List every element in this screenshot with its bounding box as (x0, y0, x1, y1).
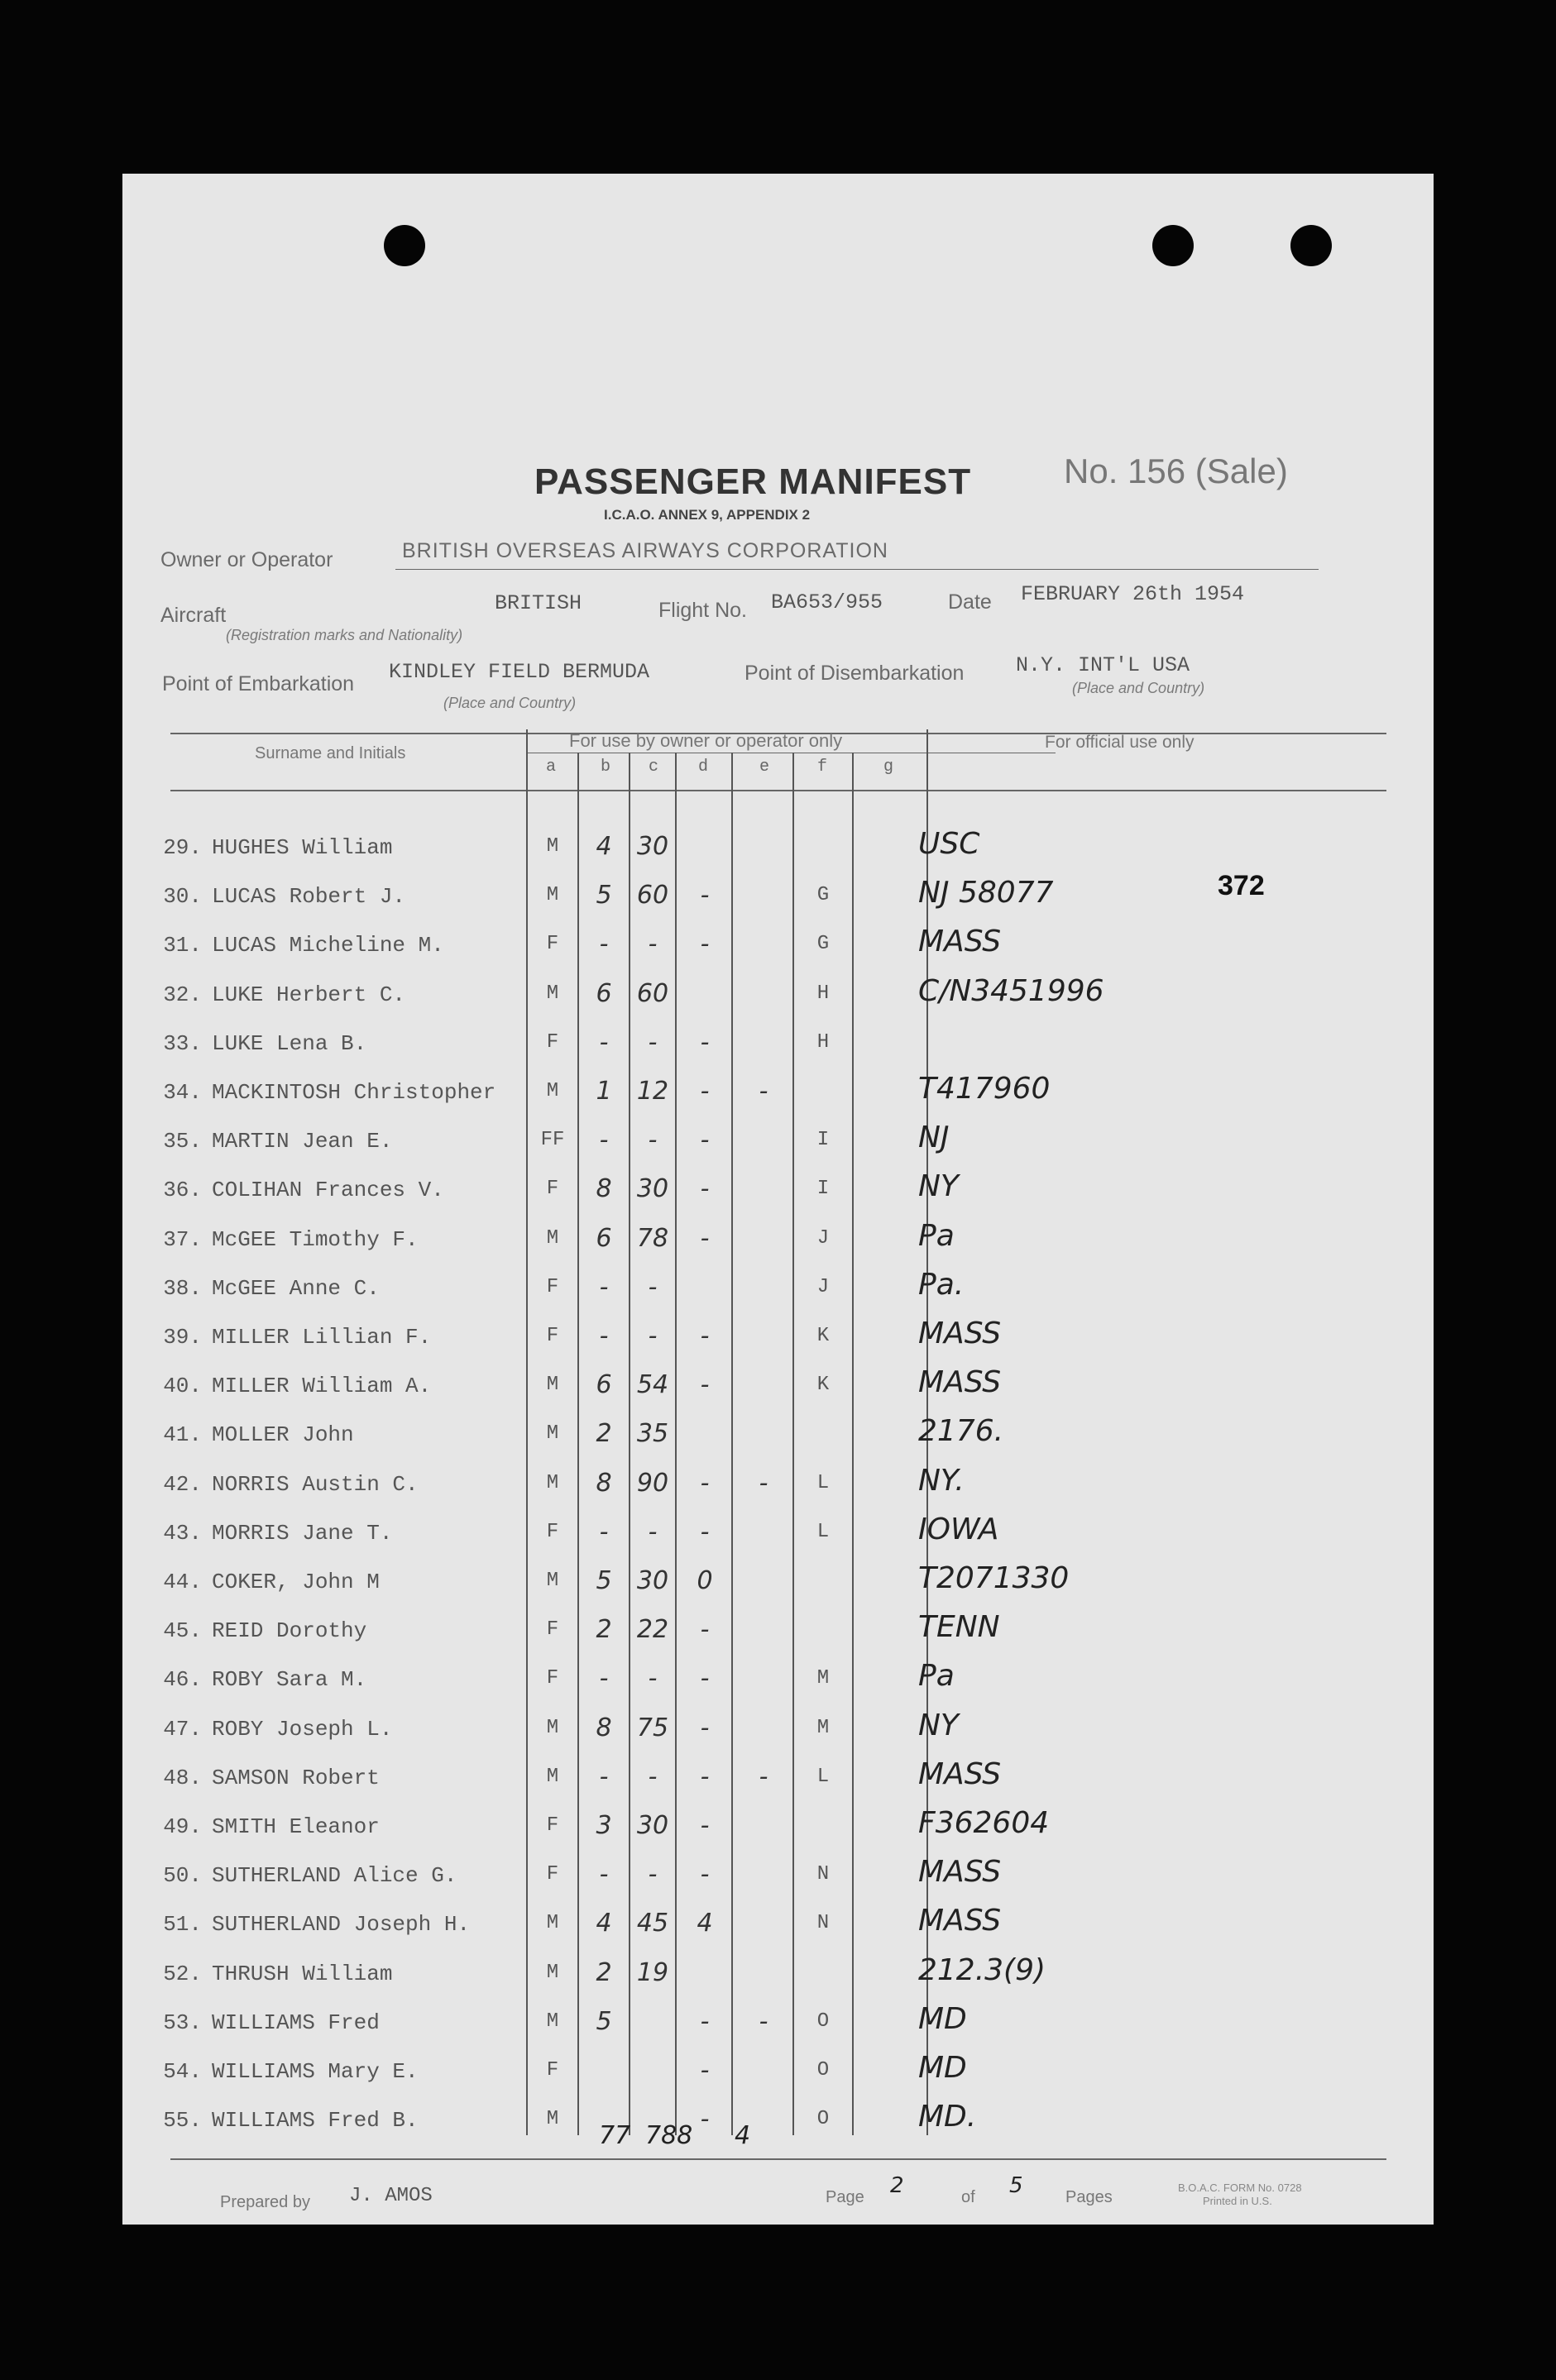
row-number: 38. (163, 1275, 202, 1301)
official-note: NY (918, 1708, 959, 1742)
page-total: 5 (1009, 2173, 1023, 2198)
cell-f: J (816, 1226, 830, 1250)
row-number: 48. (163, 1765, 202, 1790)
table-row (122, 925, 1434, 981)
table-row (122, 1659, 1434, 1715)
cell-d: - (700, 1811, 710, 1840)
table-row (122, 1121, 1434, 1177)
manifest-number: No. 156 (Sale) (1064, 452, 1288, 490)
punch-hole (1152, 225, 1194, 266)
table-row (122, 1267, 1434, 1324)
cell-f: H (816, 982, 830, 1005)
cell-f: M (816, 1667, 830, 1690)
passenger-name: MORRIS Jane T. (212, 1520, 393, 1546)
cell-c: 35 (636, 1419, 669, 1449)
cell-a: M (546, 1570, 559, 1592)
official-note: 2176. (918, 1414, 1004, 1449)
cell-f: O (816, 2108, 830, 2131)
cell-c: 60 (636, 881, 669, 910)
cell-c: - (648, 1125, 658, 1155)
row-number: 49. (163, 1814, 202, 1839)
cell-b: 5 (596, 2006, 612, 2036)
official-note: T2071330 (918, 1561, 1070, 1595)
cell-a: M (546, 835, 559, 858)
cell-a: M (546, 982, 559, 1005)
cell-b: 1 (596, 1077, 612, 1106)
aircraft-label: Aircraft (160, 604, 227, 627)
cell-c: 30 (636, 1174, 669, 1204)
table-row (122, 1561, 1434, 1618)
disembarkation-caption: (Place and Country) (1072, 680, 1205, 696)
cell-a: M (546, 884, 559, 907)
row-number: 33. (163, 1030, 202, 1056)
table-row (122, 1072, 1434, 1128)
cell-a: F (546, 1325, 559, 1347)
official-note: MASS (918, 1317, 1002, 1350)
form-number: B.O.A.C. FORM No. 0728 (1178, 2182, 1302, 2194)
official-note: MASS (918, 1855, 1002, 1890)
cell-f: M (816, 1716, 830, 1739)
column-c-header: c (649, 757, 659, 777)
cell-c: - (648, 1761, 658, 1791)
row-number: 40. (163, 1374, 202, 1399)
passenger-name: LUKE Lena B. (212, 1030, 367, 1056)
cell-c: 30 (636, 1566, 669, 1595)
passenger-name: LUCAS Micheline M. (212, 933, 444, 958)
cell-c: 90 (636, 1468, 669, 1498)
row-number: 47. (163, 1716, 202, 1742)
table-row (122, 1904, 1434, 1960)
table-row (122, 2100, 1434, 2156)
passenger-name: NORRIS Austin C. (212, 1471, 419, 1497)
passenger-name: ROBY Joseph L. (212, 1716, 393, 1742)
official-note: Pa (918, 1659, 955, 1694)
cell-f: K (816, 1374, 830, 1397)
cell-d: - (700, 1860, 710, 1890)
cell-c: - (648, 1517, 658, 1546)
owner-value: BRITISH OVERSEAS AIRWAYS CORPORATION (402, 539, 888, 562)
cell-c: - (648, 930, 658, 959)
cell-e: - (759, 1761, 768, 1791)
table-header-rule (170, 790, 1386, 791)
official-note: NY. (918, 1463, 965, 1498)
row-number: 50. (163, 1863, 202, 1889)
row-number: 42. (163, 1471, 202, 1497)
table-row (122, 1952, 1434, 2010)
table-row (122, 1610, 1434, 1666)
cell-b: 6 (596, 1370, 612, 1400)
row-number: 52. (163, 1961, 202, 1986)
table-row (122, 1855, 1434, 1911)
cell-a: M (546, 2108, 559, 2131)
cell-a: FF (540, 1129, 565, 1152)
cell-f: K (816, 1325, 830, 1347)
cell-b: 5 (596, 1566, 612, 1595)
cell-b: 2 (596, 1615, 612, 1645)
pages-label: Pages (1065, 2188, 1113, 2206)
row-number: 31. (163, 933, 202, 958)
passenger-name: WILLIAMS Fred (212, 2010, 380, 2035)
cell-f: J (816, 1275, 830, 1298)
cell-d: - (700, 1761, 710, 1791)
cell-a: F (546, 2059, 559, 2081)
passenger-name: COKER, John M (212, 1570, 380, 1594)
cell-a: M (546, 2010, 559, 2033)
date-value: FEBRUARY 26th 1954 (1021, 582, 1245, 606)
cell-b: 8 (596, 1174, 612, 1204)
table-row (122, 1463, 1434, 1520)
total-d: 4 (735, 2121, 751, 2150)
table-bottom-rule (170, 2158, 1386, 2160)
cell-b: 6 (596, 978, 612, 1008)
passenger-name: McGEE Anne C. (212, 1275, 380, 1301)
cell-d: - (700, 881, 710, 910)
prepared-value: J. AMOS (349, 2185, 433, 2207)
table-row (122, 1806, 1434, 1862)
row-number: 53. (163, 2010, 202, 2035)
owner-use-header: For use by owner or operator only (569, 730, 843, 751)
margin-note: 372 (1218, 870, 1265, 901)
official-note: MASS (918, 1904, 1002, 1938)
passenger-name: SUTHERLAND Alice G. (212, 1863, 457, 1889)
cell-b: - (599, 1761, 609, 1791)
cell-f: L (816, 1520, 830, 1543)
passenger-name: HUGHES William (212, 835, 393, 860)
cell-d: - (700, 1077, 710, 1106)
cell-a: M (546, 1716, 559, 1739)
manifest-sheet (122, 174, 1434, 2225)
disembarkation-label: Point of Disembarkation (744, 662, 965, 685)
owner-label: Owner or Operator (160, 548, 333, 571)
cell-b: 6 (596, 1223, 612, 1253)
official-note: MASS (918, 925, 1002, 959)
table-row (122, 1414, 1434, 1470)
cell-d: 4 (697, 1909, 713, 1938)
passenger-name: WILLIAMS Mary E. (212, 2059, 419, 2084)
column-g-header: g (883, 757, 894, 777)
total-c: 788 (645, 2121, 693, 2150)
cell-a: F (546, 1814, 559, 1837)
row-number: 34. (163, 1080, 202, 1105)
cell-d: - (700, 930, 710, 959)
passenger-name: SMITH Eleanor (212, 1814, 380, 1839)
cell-b: 4 (596, 832, 612, 861)
cell-e: - (759, 1077, 768, 1106)
cell-d: - (700, 2105, 710, 2134)
official-use-header: For official use only (1045, 733, 1195, 752)
official-note: F362604 (918, 1806, 1050, 1840)
cell-a: F (546, 1863, 559, 1886)
official-note: USC (918, 827, 980, 861)
cell-c: - (648, 1860, 658, 1890)
page-number: 2 (890, 2173, 904, 2198)
cell-f: G (816, 933, 830, 956)
row-number: 54. (163, 2059, 202, 2084)
cell-b: 5 (596, 881, 612, 910)
passenger-name: REID Dorothy (212, 1618, 367, 1644)
cell-d: - (700, 1125, 710, 1155)
cell-f: N (816, 1863, 830, 1886)
cell-c: - (648, 1321, 658, 1350)
row-number: 29. (163, 835, 202, 860)
cell-f: O (816, 2059, 830, 2081)
row-number: 35. (163, 1129, 202, 1154)
table-row (122, 827, 1434, 883)
cell-d: - (700, 1027, 710, 1057)
passenger-name: SAMSON Robert (212, 1765, 380, 1790)
cell-d: - (700, 1321, 710, 1350)
table-row (122, 1512, 1434, 1569)
cell-c: 22 (636, 1615, 669, 1645)
passenger-name: LUCAS Robert J. (212, 884, 406, 910)
table-row (122, 973, 1434, 1030)
cell-c: - (648, 1027, 658, 1057)
cell-d: - (700, 1223, 710, 1253)
cell-d: - (700, 1517, 710, 1546)
cell-f: N (816, 1912, 830, 1935)
cell-b: - (599, 1860, 609, 1890)
official-note: MD (918, 2051, 967, 2085)
of-label: of (961, 2188, 975, 2206)
official-note: T417960 (918, 1072, 1051, 1106)
official-note: Pa. (918, 1267, 965, 1302)
table-row (122, 2001, 1434, 2058)
cell-d: - (700, 1664, 710, 1694)
cell-f: I (816, 1129, 830, 1152)
column-e-header: e (759, 757, 770, 777)
table-row (122, 1027, 1434, 1079)
cell-f: L (816, 1471, 830, 1494)
cell-d: - (700, 1370, 710, 1400)
cell-a: F (546, 1667, 559, 1690)
divider (395, 569, 1319, 570)
page-subtitle: I.C.A.O. ANNEX 9, APPENDIX 2 (604, 507, 811, 523)
row-number: 39. (163, 1325, 202, 1350)
official-note: 212.3(9) (918, 1952, 1046, 1987)
row-number: 45. (163, 1618, 202, 1644)
official-note: TENN (918, 1610, 1000, 1645)
passenger-name: ROBY Sara M. (212, 1667, 367, 1693)
cell-b: - (599, 1517, 609, 1546)
flight-label: Flight No. (658, 599, 747, 622)
cell-a: M (546, 1961, 559, 1984)
cell-a: F (546, 1275, 559, 1298)
official-note: MASS (918, 1365, 1002, 1400)
embarkation-caption: (Place and Country) (443, 695, 577, 711)
cell-b: 2 (596, 1957, 612, 1987)
cell-a: F (546, 1030, 559, 1054)
cell-b: - (599, 1272, 609, 1302)
passenger-name: COLIHAN Frances V. (212, 1178, 444, 1203)
cell-c: 45 (636, 1909, 669, 1938)
aircraft-value: BRITISH (495, 591, 582, 615)
row-number: 51. (163, 1912, 202, 1938)
cell-b: - (599, 1321, 609, 1350)
row-number: 41. (163, 1422, 202, 1448)
passenger-name: MARTIN Jean E. (212, 1129, 393, 1154)
official-note: MD (918, 2001, 967, 2036)
column-a-header: a (546, 757, 557, 777)
cell-e: - (759, 1468, 768, 1498)
cell-c: - (648, 1664, 658, 1694)
column-d-header: d (698, 757, 709, 777)
official-note: NJ 58077 (918, 876, 1054, 910)
cell-d: - (700, 2056, 710, 2085)
table-row (122, 1317, 1434, 1373)
official-note: Pa (918, 1218, 955, 1253)
cell-a: F (546, 1520, 559, 1543)
table-row (122, 2051, 1434, 2107)
cell-d: - (700, 1615, 710, 1645)
column-f-header: f (817, 757, 828, 777)
cell-d: - (700, 1468, 710, 1498)
cell-c: 78 (636, 1223, 669, 1253)
cell-b: - (599, 1125, 609, 1155)
column-b-header: b (601, 757, 611, 777)
cell-c: 12 (636, 1077, 669, 1106)
passenger-name: SUTHERLAND Joseph H. (212, 1912, 471, 1938)
official-note: MD. (918, 2100, 977, 2134)
cell-b: 4 (596, 1909, 612, 1938)
official-note: NY (918, 1169, 959, 1204)
official-note: NJ (918, 1121, 950, 1155)
cell-b: 2 (596, 1419, 612, 1449)
passenger-name: MILLER William A. (212, 1374, 432, 1399)
cell-c: - (648, 1272, 658, 1302)
table-row (122, 1756, 1434, 1814)
cell-c: 54 (636, 1370, 669, 1400)
punch-hole (384, 225, 425, 266)
table-row (122, 1708, 1434, 1765)
cell-a: M (546, 1422, 559, 1446)
official-note: C/N3451996 (918, 973, 1104, 1008)
passenger-name: MOLLER John (212, 1422, 354, 1448)
cell-a: F (546, 1618, 559, 1642)
cell-f: G (816, 884, 830, 907)
row-number: 43. (163, 1520, 202, 1546)
cell-b: - (599, 1027, 609, 1057)
cell-b: 8 (596, 1713, 612, 1742)
row-number: 36. (163, 1178, 202, 1203)
cell-d: - (700, 2006, 710, 2036)
prepared-label: Prepared by (220, 2193, 310, 2211)
cell-d: - (700, 1713, 710, 1742)
cell-a: M (546, 1912, 559, 1935)
cell-d: - (700, 1174, 710, 1204)
cell-a: M (546, 1080, 559, 1102)
cell-a: M (546, 1374, 559, 1397)
row-number: 37. (163, 1226, 202, 1252)
cell-a: M (546, 1471, 559, 1494)
cell-b: 8 (596, 1468, 612, 1498)
cell-a: M (546, 1765, 559, 1788)
cell-c: 75 (636, 1713, 669, 1742)
cell-b: - (599, 1664, 609, 1694)
passenger-name: McGEE Timothy F. (212, 1226, 419, 1252)
cell-b: 3 (596, 1811, 612, 1840)
printed-note: Printed in U.S. (1203, 2195, 1272, 2207)
row-number: 44. (163, 1570, 202, 1594)
cell-e: - (759, 2006, 768, 2036)
punch-hole (1290, 225, 1332, 266)
passenger-name: MILLER Lillian F. (212, 1325, 432, 1350)
total-b: 77 (599, 2121, 631, 2150)
passenger-name: WILLIAMS Fred B. (212, 2108, 419, 2134)
official-note: MASS (918, 1756, 1002, 1791)
cell-c: 19 (636, 1957, 669, 1987)
page-title: PASSENGER MANIFEST (534, 461, 972, 502)
cell-b: - (599, 930, 609, 959)
passenger-name: LUKE Herbert C. (212, 982, 406, 1007)
flight-value: BA653/955 (771, 590, 883, 614)
cell-a: F (546, 933, 559, 956)
page-label: Page (826, 2188, 864, 2206)
cell-f: I (816, 1178, 830, 1201)
cell-f: H (816, 1030, 830, 1054)
cell-c: 30 (636, 832, 669, 861)
passenger-name: MACKINTOSH Christopher (212, 1080, 496, 1105)
aircraft-caption: (Registration marks and Nationality) (226, 627, 463, 643)
embarkation-value: KINDLEY FIELD BERMUDA (389, 660, 650, 684)
row-number: 55. (163, 2108, 202, 2134)
cell-c: 30 (636, 1811, 669, 1840)
passenger-name: THRUSH William (212, 1961, 393, 1986)
cell-f: O (816, 2010, 830, 2033)
row-number: 32. (163, 982, 202, 1007)
official-note: IOWA (918, 1512, 999, 1546)
cell-d: 0 (697, 1566, 713, 1595)
row-number: 46. (163, 1667, 202, 1693)
cell-a: M (546, 1226, 559, 1250)
table-row (122, 1218, 1434, 1275)
table-row (122, 876, 1434, 932)
table-row (122, 1169, 1434, 1226)
embarkation-label: Point of Embarkation (162, 672, 355, 695)
disembarkation-value: N.Y. INT'L USA (1016, 653, 1190, 677)
row-number: 30. (163, 884, 202, 910)
cell-c: 60 (636, 978, 669, 1008)
cell-f: L (816, 1765, 830, 1788)
name-column-header: Surname and Initials (255, 744, 406, 762)
cell-a: F (546, 1178, 559, 1201)
table-row (122, 1365, 1434, 1422)
date-label: Date (948, 590, 992, 614)
